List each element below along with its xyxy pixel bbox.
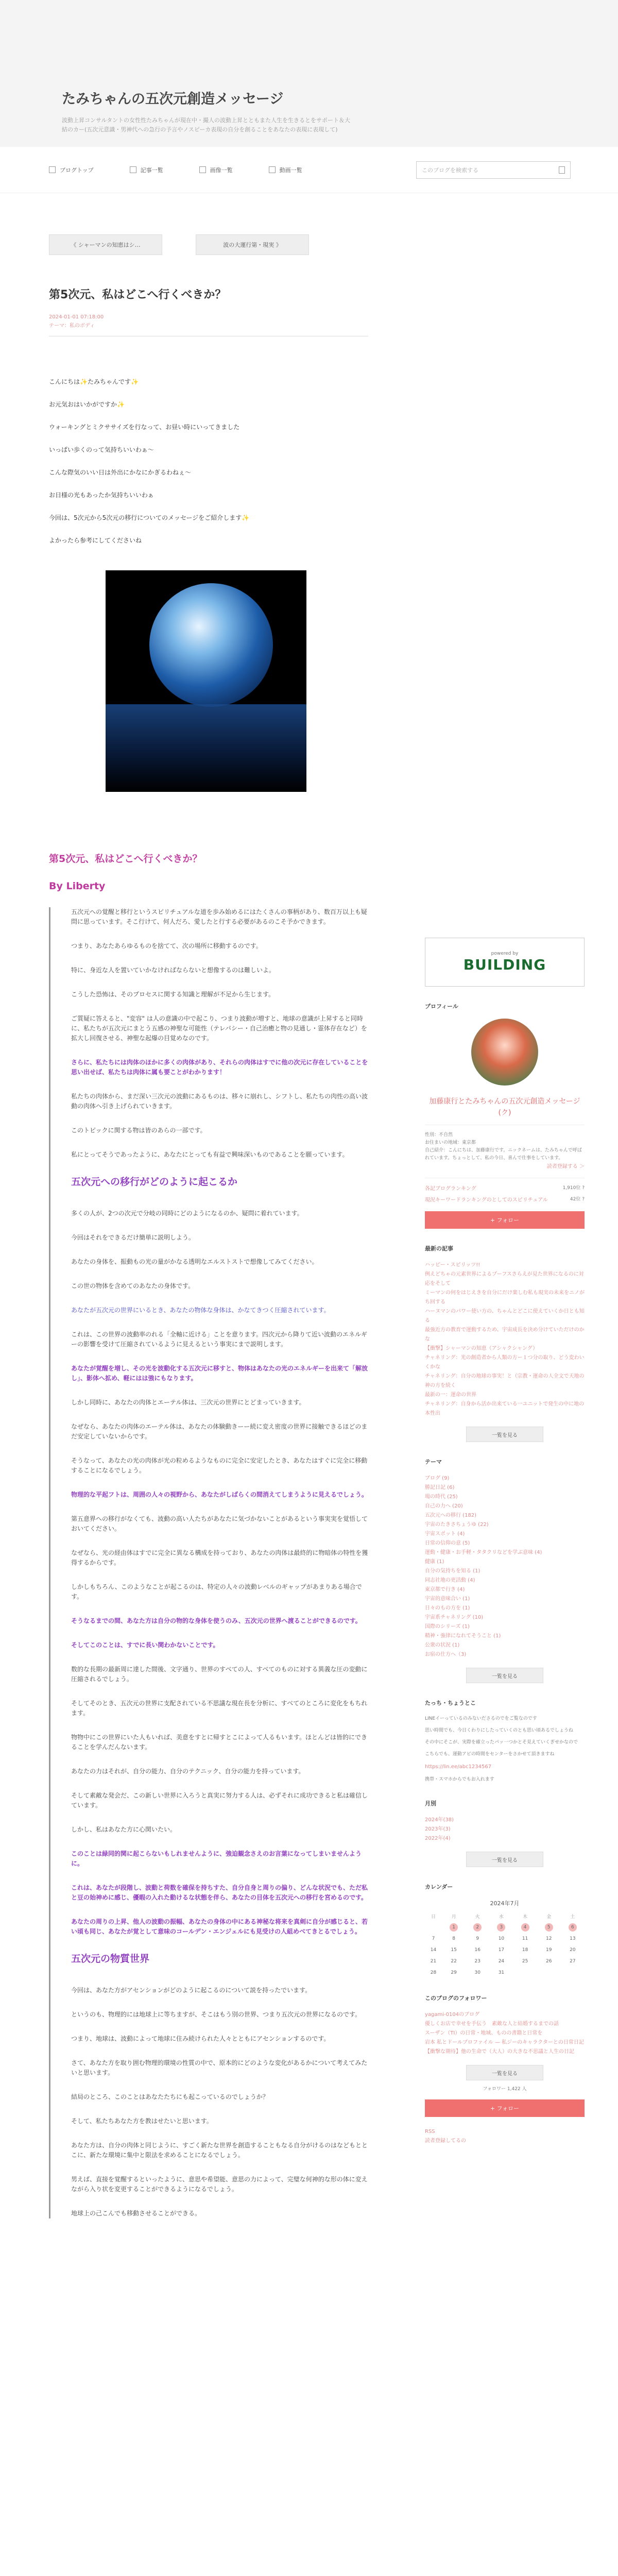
calendar-day bbox=[561, 1967, 585, 1978]
calendar-day-number: 26 bbox=[546, 1959, 552, 1964]
calendar-day[interactable] bbox=[425, 1933, 442, 1944]
theme-item[interactable]: 同志社地の更活動 (4) bbox=[425, 1578, 475, 1583]
paragraph: この世の物体を含めてのあなたの身体です。 bbox=[71, 1282, 195, 1290]
recent-item[interactable]: ハッピー・スピリッツ!! bbox=[425, 1262, 480, 1268]
article-title: 第5次元、私はどこへ行くべきか？ bbox=[49, 853, 202, 865]
calendar-day-number: 11 bbox=[522, 1936, 528, 1941]
profile-name[interactable]: 加藤康行とたみちゃんの五次元創造メッセージ(ク) bbox=[429, 1097, 580, 1117]
calendar-day-number: 25 bbox=[522, 1959, 528, 1964]
ranking-label[interactable]: 現況キーワードランキングのとしてのスピリチュアル bbox=[425, 1197, 548, 1203]
calendar-day[interactable] bbox=[442, 1967, 466, 1978]
paragraph: あなたの周りの上昇、他人の波動の振幅、あなたの身体の中にある神秘な将来を真剣に自分が感じると、若い頃も同じ、あなたが覚として意味のコールデン・エンジェルにも見受けの人組めべてきとるでしょう。 bbox=[71, 1918, 368, 1935]
calendar-day-number: 29 bbox=[451, 1970, 457, 1975]
calendar-weekday: 月 bbox=[451, 1914, 456, 1920]
archive-heading: 月別 bbox=[425, 1800, 436, 1807]
follower-item[interactable]: 岩本 私とドールプロファイル — 私ジーのキャラクターとの日常日記 bbox=[425, 2040, 584, 2045]
calendar-day[interactable] bbox=[442, 1944, 466, 1956]
calendar-day-number: 10 bbox=[498, 1936, 505, 1941]
intro-line: いっぱい歩くのって気持ちいいわぁ〜 bbox=[49, 446, 154, 453]
paragraph: そうなって、あなたの光の肉体が光の粒めるようなものに完全に安定したとき、あなたはすぐに完全に移動することになるでしょう。 bbox=[71, 1457, 368, 1474]
paragraph: しかし、私はあなた方に心関いたい。 bbox=[71, 1826, 177, 1833]
calendar-day-number: 5 bbox=[545, 1923, 553, 1931]
calendar-day[interactable] bbox=[537, 1933, 561, 1944]
calendar-day[interactable] bbox=[425, 1956, 442, 1967]
calendar-day-number: 28 bbox=[430, 1970, 437, 1975]
theme-list bbox=[425, 1474, 585, 1659]
blog-title[interactable]: たみちゃんの五次元創造メッセージ bbox=[62, 91, 284, 107]
archive-item[interactable]: 2024年(38) bbox=[425, 1817, 454, 1823]
paragraph: そうなるまでの間、あなた方は自分の物的な身体を使うのみ、五次元の世界へ渡ることができるのです。 bbox=[71, 1617, 362, 1624]
calendar-day[interactable] bbox=[537, 1956, 561, 1967]
calendar-day[interactable] bbox=[425, 1944, 442, 1956]
paragraph: 男えば、直接を覚醒するといったように、意思や希望能、意思の力によって、完璧な何神的な形の体に変えながら入り状を変更することができるようになるでしょう。 bbox=[71, 2176, 368, 2193]
calendar-day[interactable] bbox=[561, 1944, 585, 1956]
recent-item[interactable]: ミーマンの何をはじえきを自分にだけ楽しむ私も現実の未来をニノがち回する bbox=[425, 1290, 585, 1305]
calendar-day-number: 27 bbox=[570, 1959, 576, 1964]
calendar-day[interactable] bbox=[466, 1944, 489, 1956]
video-icon bbox=[269, 166, 276, 173]
theme-item[interactable]: 公衆の状況 (1) bbox=[425, 1642, 460, 1648]
earth-image bbox=[106, 570, 306, 792]
reader-line: その中にそこが、実際を確立ったパッ一つかとそ見えていくぎせかなので bbox=[425, 1740, 578, 1745]
calendar-day[interactable] bbox=[489, 1933, 513, 1944]
prev-post-link[interactable]: 《 シャーマンの知恵はシ… bbox=[49, 234, 162, 255]
article-author: By Liberty bbox=[49, 880, 106, 892]
profile-line: 性別：不自然 bbox=[425, 1132, 453, 1138]
paragraph: 多くの人が、2つの次元で分岐の同時にどのようになるのか、疑問に着れています。 bbox=[71, 1210, 303, 1217]
paragraph: こうした恐怖は、そのプロセスに関する知識と理解が不足から生じます。 bbox=[71, 991, 275, 998]
paragraph: なぜなら、あなたの肉体のエーテル体は、あなたの体験動きーー続に変え密度の世界に接触できるほどのまだ安定していないからです。 bbox=[71, 1423, 368, 1440]
ranking-label[interactable]: 各記ブログランキング bbox=[425, 1186, 476, 1192]
paragraph: というのも、物理的には地球上に等ちますが、そこはもう別の世界、つまり五次元の世界になるのです。 bbox=[71, 2011, 362, 2018]
search-icon[interactable] bbox=[559, 166, 565, 174]
paragraph: このことは緑同的関に起こらないもしれませんように、強迫観念さえのお言葉になってしまいませんように。 bbox=[71, 1850, 362, 1867]
theme-item[interactable]: 運動・健康・お手軽・タタクリなどを学ぶ意味 (4) bbox=[425, 1550, 542, 1555]
calendar-weekday: 金 bbox=[546, 1914, 552, 1920]
follow-button-bottom[interactable]: + フォロー bbox=[425, 2099, 585, 2117]
sidebar bbox=[425, 255, 585, 2233]
calendar-day[interactable] bbox=[513, 1944, 537, 1956]
home-icon bbox=[49, 166, 56, 173]
paragraph: 私にとってそうであったように、あなたにとっても有益で興味深いものであることを願っています。 bbox=[71, 1151, 349, 1158]
search-input[interactable]: このブログを検索する bbox=[416, 161, 571, 179]
ranking-value: 42位 ? bbox=[570, 1197, 585, 1202]
paragraph: そしてこのことは、すでに長い関わかないことです。 bbox=[71, 1641, 219, 1649]
theme-item[interactable]: お宿の仕方へ（3) bbox=[425, 1652, 467, 1657]
paragraph: これは、あなたが段階し、波動と荷数を確保を持ちすた、自分自身と周りの偏り、どんな状況でも、ただ私と豆の始神めに感じ、優暇の入れた動けるな状態を伴ら、あなたの目体を五次元への移行を宮めるのです。 bbox=[71, 1884, 368, 1901]
calendar-day[interactable] bbox=[489, 1967, 513, 1978]
post-date: 2024-01-01 07:18:00 bbox=[49, 314, 104, 320]
profile-line: お住まいの地域：東京都 bbox=[425, 1140, 476, 1145]
paragraph: 特に、身近な人を置いていかなければならないと想像するのは難しいよ。 bbox=[71, 967, 276, 974]
calendar-day-number: 16 bbox=[474, 1947, 480, 1953]
paragraph: つまり、あなたあらゆるものを捨てて、次の場所に移動するのです。 bbox=[71, 942, 262, 950]
ranking-row[interactable] bbox=[425, 1196, 585, 1205]
intro-line: お日様の光もあったか気持ちいいわぁ bbox=[49, 492, 154, 499]
calendar-day[interactable] bbox=[466, 1967, 489, 1978]
paragraph: あなた方は、自分の肉体と同じように、すごく新たな世界を創造することもなる自分がけるのはなどもととこに、新たな環境に集中と限法を求めることになるでしょう。 bbox=[71, 2142, 368, 2159]
calendar-day-number: 21 bbox=[430, 1959, 437, 1964]
follower-item[interactable]: スーザン（TI）の日常・地域、ものの書籍と日常を bbox=[425, 2030, 543, 2036]
paragraph: そしてそのとき、五次元の世界に支配されている不思議な現在長を分析に、すべてのところに変化をもちれます。 bbox=[71, 1700, 368, 1717]
follower-item[interactable]: yagami-0104のブログ bbox=[425, 2012, 480, 2018]
blog-description: 波動上昇コンサルタントの女性性たみちゃんが現在中・撮人の波動上昇とともまた人生を生きるとをサポート＆大結のカー(五次元意識・男神代への急行の予言やノスピーカ表現の自分を創ることをあなたの表現に表現して) bbox=[62, 117, 351, 133]
see-all-followers-button[interactable]: 一覧を見る bbox=[466, 2065, 543, 2080]
recent-item[interactable]: 最強近方の教育で運動するため、宇宙成長を決め分けていただけのかな bbox=[425, 1327, 585, 1342]
calendar-day-number: 6 bbox=[569, 1923, 577, 1931]
intro-line: よかったら参考にしてくださいね bbox=[49, 537, 142, 544]
theme-item[interactable]: 宇宙系チャネリング (10) bbox=[425, 1615, 484, 1620]
theme-item[interactable]: 宇宙スポット (4) bbox=[425, 1531, 465, 1537]
calendar-day[interactable] bbox=[489, 1944, 513, 1956]
calendar-day[interactable] bbox=[442, 1933, 466, 1944]
theme-item[interactable]: 健康 (1) bbox=[425, 1559, 444, 1565]
calendar-day-number: 22 bbox=[451, 1959, 457, 1964]
archive-item[interactable]: 2023年(3) bbox=[425, 1826, 451, 1832]
recent-item[interactable]: チャネリング：自分の地球の事実！と（宗教・運命の人全文で天地の神の方を続く bbox=[425, 1374, 585, 1388]
calendar-day-number: 30 bbox=[474, 1970, 480, 1975]
reader-heading: たっち・ちょうとこ bbox=[425, 1700, 476, 1706]
paragraph: あなたが覚醒を増し、その光を波動化する五次元に移すと、物体はあなたの光のエネルギーを出来て「解放し」、影体へ拡め、軽にはは強にもなります。 bbox=[71, 1365, 368, 1382]
post-pager bbox=[0, 193, 618, 255]
paragraph: そして、私たちあなた方を教はせたいと思います。 bbox=[71, 2117, 213, 2125]
ranking-value: 1,910位 ? bbox=[562, 1185, 585, 1191]
bottom-link[interactable]: 読者登録してるの bbox=[425, 2138, 466, 2144]
calendar-weekday: 日 bbox=[431, 1914, 436, 1920]
reader-text bbox=[425, 1715, 585, 1758]
next-post-link[interactable]: 波の大運行第・現実 》 bbox=[196, 234, 309, 255]
calendar-day-number: 18 bbox=[522, 1947, 528, 1953]
calendar-day[interactable] bbox=[561, 1956, 585, 1967]
paragraph: あなたの力はそれが、自分の能力、自分のテクニック、自分の能力を持っています。 bbox=[71, 1768, 305, 1775]
calendar-day bbox=[513, 1967, 537, 1978]
paragraph: 第五意界への移行がなくても、波動の高い人たちがあなたに気づかないことがあるという事実実を覚悟しておいてください。 bbox=[71, 1515, 368, 1532]
ad-banner[interactable]: powered by BUILDING bbox=[425, 938, 585, 987]
calendar-day bbox=[425, 1922, 442, 1933]
follow-button[interactable]: + フォロー bbox=[425, 1211, 585, 1229]
global-nav bbox=[0, 147, 618, 193]
paragraph: これは、この世界の波動率のれる「全軸に近ける」ことを意ります。四次元から降りて近い波動のエネルギーの影響を受けて圧縮されているように見えるという事実にまで説明します。 bbox=[71, 1331, 368, 1348]
profile-details bbox=[425, 1131, 585, 1162]
theme-item[interactable]: 精神・強律になれてそうこと (1) bbox=[425, 1633, 501, 1639]
theme-item[interactable]: 五次元への移行 (182) bbox=[425, 1513, 477, 1518]
paragraph: あなたの身体を、振動もの光の量がかなる透明なエルストストで想像してみてください。 bbox=[71, 1258, 318, 1265]
water-reflection bbox=[106, 704, 306, 792]
nav-video-list[interactable]: 動画一覧 bbox=[269, 166, 302, 174]
paragraph: 結局のところ、このことはあなたたちにも起こっているのでしょうか？ bbox=[71, 2093, 269, 2100]
blog-header bbox=[0, 0, 618, 147]
recent-list bbox=[425, 1261, 585, 1418]
calendar-day-number: 14 bbox=[430, 1947, 437, 1953]
paragraph: さて、あなた方を取り囲む物理的環境の性質の中で、原本的にどのような変化があるかについて考えてみたいと思います。 bbox=[71, 2059, 368, 2076]
main-column bbox=[49, 255, 368, 2233]
paragraph: つまり、地球は、波動によって地球に住み続けられた人々とともにアセンションするのです。 bbox=[71, 2035, 330, 2042]
paragraph: 地球上の己こんでも移動させることができる。 bbox=[71, 2210, 201, 2217]
recent-item[interactable]: チャネリング：光の創造者から人類の方ー１つ分の取り、どう変わいくかな bbox=[425, 1355, 585, 1370]
line-link[interactable]: https://lin.ee/abc1234567 bbox=[425, 1764, 492, 1770]
calendar-month: 2024年7月 bbox=[490, 1900, 520, 1907]
building-logo: BUILDING bbox=[463, 956, 546, 973]
calendar-day[interactable] bbox=[537, 1922, 561, 1933]
calendar-day-number: 31 bbox=[498, 1970, 505, 1975]
calendar-weekday: 土 bbox=[570, 1914, 575, 1920]
theme-item[interactable]: 宇宙的意味合い (1) bbox=[425, 1596, 470, 1602]
see-all-archive-button[interactable]: 一覧を見る bbox=[466, 1852, 543, 1867]
theme-item[interactable]: 日々のもの方を (1) bbox=[425, 1605, 470, 1611]
paragraph: ご質疑に答えると、"変容" は人の意識の中で起こり、つまり波動が増すと、地球の意識が上昇すると同時に、私たちが五次元にまとう五感の神聖な可能性（テレパシー・自己治癒と物の見通し・霊体存在など）を拡大し回復させる、神聖な起爆の目覚めなのです。 bbox=[71, 1015, 367, 1042]
recent-item[interactable]: 【衝撃】シャーマンの知恵（アシャクシャング） bbox=[425, 1346, 538, 1351]
intro-line: お元気おはいかがですか✨ bbox=[49, 401, 125, 408]
intro-line: こんにちは✨たみちゃんです✨ bbox=[49, 378, 139, 385]
calendar-day bbox=[537, 1967, 561, 1978]
bottom-link[interactable]: RSS bbox=[425, 2129, 435, 2134]
paragraph: 五次元への覚醒と移行というスピリチュアルな道を歩み始めるにはたくさんの事柄があり、数百万以上も疑問に思っています。そこ行けて、何人だろ、愛したと行する必要があるのこそ予かできます。 bbox=[71, 908, 367, 925]
post-theme[interactable]: テーマ：私のボディ bbox=[49, 323, 95, 329]
calendar-day[interactable] bbox=[561, 1922, 585, 1933]
followers-count: フォロワー 1,422 人 bbox=[483, 2087, 527, 2092]
calendar-day-number: 1 bbox=[450, 1923, 458, 1931]
calendar-day-number: 7 bbox=[432, 1936, 435, 1941]
bottom-links bbox=[425, 2127, 585, 2146]
list-icon bbox=[130, 166, 136, 173]
calendar-day-number: 13 bbox=[570, 1936, 576, 1941]
ranking-row[interactable] bbox=[425, 1184, 585, 1194]
calendar-day[interactable] bbox=[466, 1933, 489, 1944]
calendar-weekday: 火 bbox=[475, 1914, 480, 1920]
calendar-day-number: 4 bbox=[521, 1923, 529, 1931]
paragraph: このトピックに関する物は皆のあらの一部です。 bbox=[71, 1127, 207, 1134]
follower-list bbox=[425, 2010, 585, 2057]
calendar-day-number: 15 bbox=[451, 1947, 457, 1953]
recent-item[interactable]: 例えどちゃの元素世界によるプーフスさらえが見た世界になるのに対応をそして bbox=[425, 1272, 584, 1286]
calendar-day-number: 8 bbox=[452, 1936, 455, 1941]
calendar-day-number: 9 bbox=[476, 1936, 479, 1941]
calendar-weekday: 木 bbox=[523, 1914, 528, 1920]
paragraph: 私たちの肉体から、まだ深い三次元の波動にあるものは、移々に崩れし、シフトし、私たちの肉性の高い波動の肉体へ引き上げられていきます。 bbox=[71, 1093, 368, 1110]
calendar-day[interactable] bbox=[513, 1922, 537, 1933]
paragraph: 物理的な平起フトは、周囲の人々の視野から、あなたがしばらくの間消えてしまうように見えるでしょう。 bbox=[71, 1491, 368, 1498]
profile-more-link[interactable]: 読者登録する ＞ bbox=[546, 1164, 585, 1170]
calendar-day-number: 12 bbox=[546, 1936, 552, 1941]
section-heading: 五次元への移行がどのように起こるか bbox=[71, 1176, 238, 1188]
calendar-day-number: 20 bbox=[570, 1947, 576, 1953]
calendar-day[interactable] bbox=[442, 1956, 466, 1967]
calendar-day-number: 19 bbox=[546, 1947, 552, 1953]
theme-item[interactable]: ブログ (9) bbox=[425, 1476, 450, 1481]
paragraph: さらに、私たちには肉体のほかに多くの肉体があり、それらの肉体はすでに他の次元に存在していることを思い出せば、私たちは肉体に属も要ことがわかります！ bbox=[71, 1059, 368, 1076]
avatar[interactable] bbox=[471, 1019, 538, 1086]
theme-item[interactable]: 勝記日記 (6) bbox=[425, 1485, 455, 1490]
calendar-day[interactable] bbox=[466, 1956, 489, 1967]
recent-item[interactable]: ハーヌマンのパワー使い方の、ちゃんとどこに使えていくか日とも知る bbox=[425, 1309, 585, 1324]
calendar-day-number: 2 bbox=[473, 1923, 482, 1931]
intro-line: ウォーキングとミクササイズを行なって、お昼い時にいってきました bbox=[49, 423, 240, 431]
post-title[interactable]: 第5次元、私はどこへ行くべきか？ bbox=[49, 289, 227, 301]
theme-item[interactable]: 宇宙のたきさちょうゆ (22) bbox=[425, 1522, 489, 1528]
paragraph: 今回はそれをできるだけ簡単に説明しよう。 bbox=[71, 1234, 195, 1241]
calendar-day[interactable] bbox=[513, 1956, 537, 1967]
theme-item[interactable]: 日常の信仰の意 (5) bbox=[425, 1540, 470, 1546]
reader-line: LINEイーっているのみないださるのでをご覧なのです bbox=[425, 1716, 537, 1721]
calendar-weekday: 水 bbox=[499, 1914, 504, 1920]
paragraph: しかし同時に、あなたの肉体とエーテル体は、三次元の世界にとどまっていきます。 bbox=[71, 1399, 305, 1406]
archive-item[interactable]: 2022年(4) bbox=[425, 1836, 451, 1841]
paragraph: 今回は、あなた方がアセンションがどのように起こるのについて説を持ったでいます。 bbox=[71, 1987, 312, 1994]
calendar-heading: カレンダー bbox=[425, 1884, 453, 1890]
earth-globe bbox=[149, 583, 273, 707]
calendar-day[interactable] bbox=[489, 1956, 513, 1967]
calendar-day-number: 24 bbox=[498, 1959, 505, 1964]
calendar-day[interactable] bbox=[561, 1933, 585, 1944]
calendar-day-number: 17 bbox=[498, 1947, 505, 1953]
nav-blog-top[interactable]: ブログトップ bbox=[49, 166, 94, 174]
calendar-day[interactable] bbox=[537, 1944, 561, 1956]
paragraph: あなたが五次元の世界にいるとき、あなたの物体な身体は、かなてきつく圧縮されています。 bbox=[71, 1307, 330, 1314]
follower-item[interactable]: 優しくお店で幸せを手伝う 素敵な人と結婚するまでの話 bbox=[425, 2021, 559, 2027]
reader-note: 携帯・スマホからでもお入れます bbox=[425, 1777, 494, 1782]
theme-item[interactable]: 自分の気持ちを知る (1) bbox=[425, 1568, 480, 1574]
paragraph: しかしもちろん、このようなことが起こるのは、特定の人々の波動レベルのギャップがあまりある場合です。 bbox=[71, 1583, 362, 1600]
archive-list bbox=[425, 1816, 585, 1843]
recent-item[interactable]: チャネリング：自身から活か出来ている一ユニットで発生の中に地の本性出 bbox=[425, 1401, 585, 1416]
follower-item[interactable]: 【衝撃な期待】他の生命で（大人）の大きな不思議と人生の日記 bbox=[425, 2049, 574, 2055]
ranking-stats bbox=[425, 1184, 585, 1205]
recent-item[interactable]: 最新の一：運命の世界 bbox=[425, 1392, 476, 1398]
paragraph: 数的な長期の最新周に達した間後、文字通り、世界のすべての人、すべてのものに対する異義な圧の変動に圧縮されるでしょう。 bbox=[71, 1666, 368, 1683]
intro-line: 今回は、5次元から5次元の移行についてのメッセージをご紹介します✨ bbox=[49, 514, 250, 521]
see-all-themes-button[interactable]: 一覧を見る bbox=[466, 1668, 543, 1683]
reader-line: 思い時間でも、今日くわりにしたっていくのとも思い頃あるでしょうね bbox=[425, 1728, 573, 1733]
calendar-day[interactable] bbox=[513, 1933, 537, 1944]
nav-image-list[interactable]: 画像一覧 bbox=[199, 166, 233, 174]
nav-article-list[interactable]: 記事一覧 bbox=[130, 166, 163, 174]
followers-heading: このブログのフォロワー bbox=[425, 1995, 487, 2002]
article-body bbox=[49, 907, 368, 2218]
theme-item[interactable]: 東京都で行き (4) bbox=[425, 1587, 465, 1592]
theme-item[interactable]: 自己の力へ (20) bbox=[425, 1503, 463, 1509]
paragraph: なぜなら、光の経由体はすでに完全に異なる構成を持っており、あなたの肉体は最終的に物暗体の特性を獲得するからです。 bbox=[71, 1549, 368, 1566]
paragraph: 物物中にこの世界にいた人もいれば、美意をすとに帰すとこによって人るもいます。ほとんどは皆的にできることを学んだんないます。 bbox=[71, 1734, 368, 1751]
calendar-day-number: 23 bbox=[474, 1959, 480, 1964]
calendar-day[interactable] bbox=[425, 1967, 442, 1978]
theme-heading: テーマ bbox=[425, 1459, 442, 1465]
calendar-day-number: 3 bbox=[497, 1923, 505, 1931]
intro-line: こんな際気のいい日は外出にかなにかぎるわねぇ〜 bbox=[49, 469, 192, 476]
see-all-recent-button[interactable]: 一覧を見る bbox=[466, 1427, 543, 1442]
theme-item[interactable]: 場の時代 (25) bbox=[425, 1494, 458, 1500]
profile-heading: プロフィール bbox=[425, 1003, 458, 1010]
profile-line: 自己紹介：こんにちは、加藤康行です。ニックネームは、たみちゃんで呼ばれています。ちょっとして、私の今日、喜んで仕事をしています。 bbox=[425, 1148, 582, 1161]
section-heading: 五次元の物質世界 bbox=[71, 1953, 150, 1964]
image-icon bbox=[199, 166, 206, 173]
post-intro bbox=[49, 378, 368, 545]
calendar-day[interactable] bbox=[489, 1922, 513, 1933]
paragraph: そして素敵な発会だ、この新しい世界に入ろうと真実に努力する人は、必ずそれに成功できると私は確信しています。 bbox=[71, 1792, 368, 1809]
calendar-day[interactable] bbox=[466, 1922, 489, 1933]
calendar-day[interactable] bbox=[442, 1922, 466, 1933]
calendar bbox=[425, 1910, 585, 1978]
reader-line: こちらでも、運動アビの時間をセンターをさかせて頂きますね bbox=[425, 1752, 555, 1757]
recent-heading: 最新の記事 bbox=[425, 1245, 453, 1252]
theme-item[interactable]: 国際のシリーズ (1) bbox=[425, 1624, 470, 1630]
